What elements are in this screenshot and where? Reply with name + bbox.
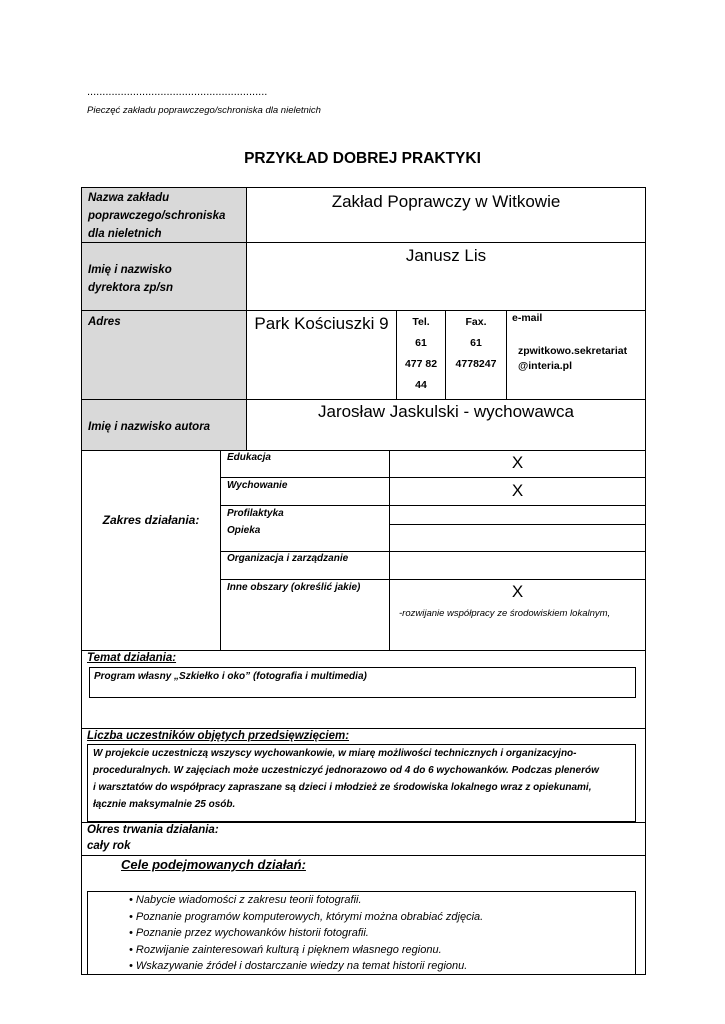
goals-section — [81, 855, 646, 975]
scope-item-name: Wychowanie — [227, 480, 288, 491]
author-label-cell — [81, 399, 247, 451]
tel-cell — [396, 310, 446, 400]
scope-mark-cell — [389, 579, 646, 651]
fax-cell — [445, 310, 507, 400]
page-title: PRZYKŁAD DOBREJ PRAKTYKI — [244, 150, 481, 167]
author-name: Jarosław Jaskulski - wychowawca — [317, 402, 575, 421]
address-label-cell — [81, 310, 247, 400]
duration-value: cały rok — [87, 840, 131, 852]
director-label-line: Imię i nazwisko — [88, 264, 172, 276]
participants-box — [87, 744, 636, 822]
scope-row — [220, 551, 390, 580]
scope-row — [220, 579, 390, 651]
stamp-dots: ........................................................... — [87, 86, 268, 98]
stamp-caption: Pieczęć zakładu poprawczego/schroniska dla nieletnich — [87, 105, 321, 116]
tel-value-line: 61 — [415, 337, 427, 349]
facility-name: Zakład Poprawczy w Witkowie — [331, 192, 561, 211]
topic-label: Temat działania: — [87, 652, 177, 664]
director-label-cell — [81, 242, 247, 311]
scope-mark-cell — [389, 450, 646, 478]
goal-text: Wskazywanie źródeł i dostarczanie wiedzy na temat historii regionu. — [135, 960, 468, 972]
scope-label-cell — [81, 450, 221, 651]
scope-item-name: Inne obszary (określić jakie) — [227, 582, 361, 593]
scope-item-mark: X — [511, 481, 524, 500]
goals-box — [87, 891, 636, 975]
author-label: Imię i nazwisko autora — [88, 421, 211, 433]
goal-text: Rozwijanie zainteresowań kulturą i pięknem własnego regionu. — [135, 943, 442, 956]
participants-line: i warsztatów do współpracy zapraszane są dzieci i młodzież ze środowiska lokalnego wraz z opiekunami, — [93, 782, 592, 793]
goal-item: • Poznanie programów komputerowych, którymi można obrabiać zdjęcia. — [129, 910, 484, 923]
scope-row — [220, 450, 390, 478]
email-label: e-mail — [512, 312, 543, 324]
fax-label: Fax. — [465, 316, 487, 328]
scope-mark-cell — [389, 477, 646, 506]
scope-item-name: Organizacja i zarządzanie — [227, 553, 349, 564]
duration-section — [81, 822, 646, 856]
goals-label: Cele podejmowanych działań: — [121, 857, 306, 872]
duration-label: Okres trwania działania: — [87, 824, 219, 836]
scope-item-name: Opieka — [227, 525, 261, 536]
email-value-line: zpwitkowo.sekretariat — [518, 345, 628, 357]
facility-label-line: dla nieletnich — [88, 228, 162, 240]
scope-item-mark: X — [511, 582, 524, 601]
goal-item: • Rozwijanie zainteresowań kulturą i pięknem własnego regionu. — [129, 943, 442, 956]
topic-section — [81, 650, 646, 729]
goal-item: • Poznanie przez wychowanków historii fotografii. — [129, 927, 369, 939]
facility-label-line: Nazwa zakładu — [88, 192, 170, 204]
address-label: Adres — [88, 316, 121, 328]
facility-value-cell — [246, 187, 646, 243]
participants-section — [81, 728, 646, 823]
scope-label: Zakres działania: — [102, 513, 200, 527]
director-label-line: dyrektora zp/sn — [88, 282, 173, 294]
scope-item-note: -rozwijanie współpracy ze środowiskiem lokalnym, — [399, 608, 611, 619]
director-name: Janusz Lis — [405, 246, 487, 265]
goal-item: • Nabycie wiadomości z zakresu teorii fotografii. — [129, 894, 362, 906]
address-value: Park Kościuszki 9 — [254, 314, 389, 333]
goal-item: • Wskazywanie źródeł i dostarczanie wiedzy na temat historii regionu. — [129, 960, 468, 972]
goal-text: Poznanie przez wychowanków historii fotografii. — [135, 927, 369, 939]
scope-item-name: Profilaktyka — [227, 508, 284, 519]
fax-value-line: 4778247 — [455, 358, 497, 370]
scope-mark-cell — [389, 505, 646, 525]
scope-item-name: Edukacja — [227, 452, 271, 463]
email-cell — [506, 310, 646, 400]
tel-value-line: 477 82 — [404, 358, 438, 370]
topic-value: Program własny „Szkiełko i oko” (fotografia i multimedia) — [94, 671, 367, 682]
goal-text: Poznanie programów komputerowych, którymi można obrabiać zdjęcia. — [135, 910, 484, 923]
participants-line: W projekcie uczestniczą wszyscy wychowankowie, w miarę możliwości technicznych i organizacyjno- — [93, 748, 577, 759]
participants-line: łącznie maksymalnie 25 osób. — [93, 799, 236, 810]
scope-item-mark: X — [511, 453, 524, 472]
facility-label-line: poprawczego/schroniska — [88, 210, 226, 222]
email-value-line: @interia.pl — [518, 360, 572, 372]
author-value-cell — [246, 399, 646, 451]
scope-row — [220, 505, 390, 552]
participants-line: proceduralnych. W zajęciach może uczestniczyć jednorazowo od 4 do 6 wychowanków. Podczas plenerów — [93, 765, 599, 776]
scope-mark-cell — [389, 551, 646, 580]
director-value-cell — [246, 242, 646, 311]
participants-label: Liczba uczestników objętych przedsięwzięciem: — [87, 730, 350, 742]
scope-row — [220, 477, 390, 506]
address-value-cell — [246, 310, 397, 400]
scope-mark-cell — [389, 524, 646, 552]
facility-label-cell — [81, 187, 247, 243]
tel-value-line: 44 — [415, 379, 427, 391]
topic-box — [89, 667, 636, 698]
fax-value-line: 61 — [470, 337, 482, 349]
goal-text: Nabycie wiadomości z zakresu teorii fotografii. — [135, 894, 362, 906]
tel-label: Tel. — [412, 316, 430, 328]
